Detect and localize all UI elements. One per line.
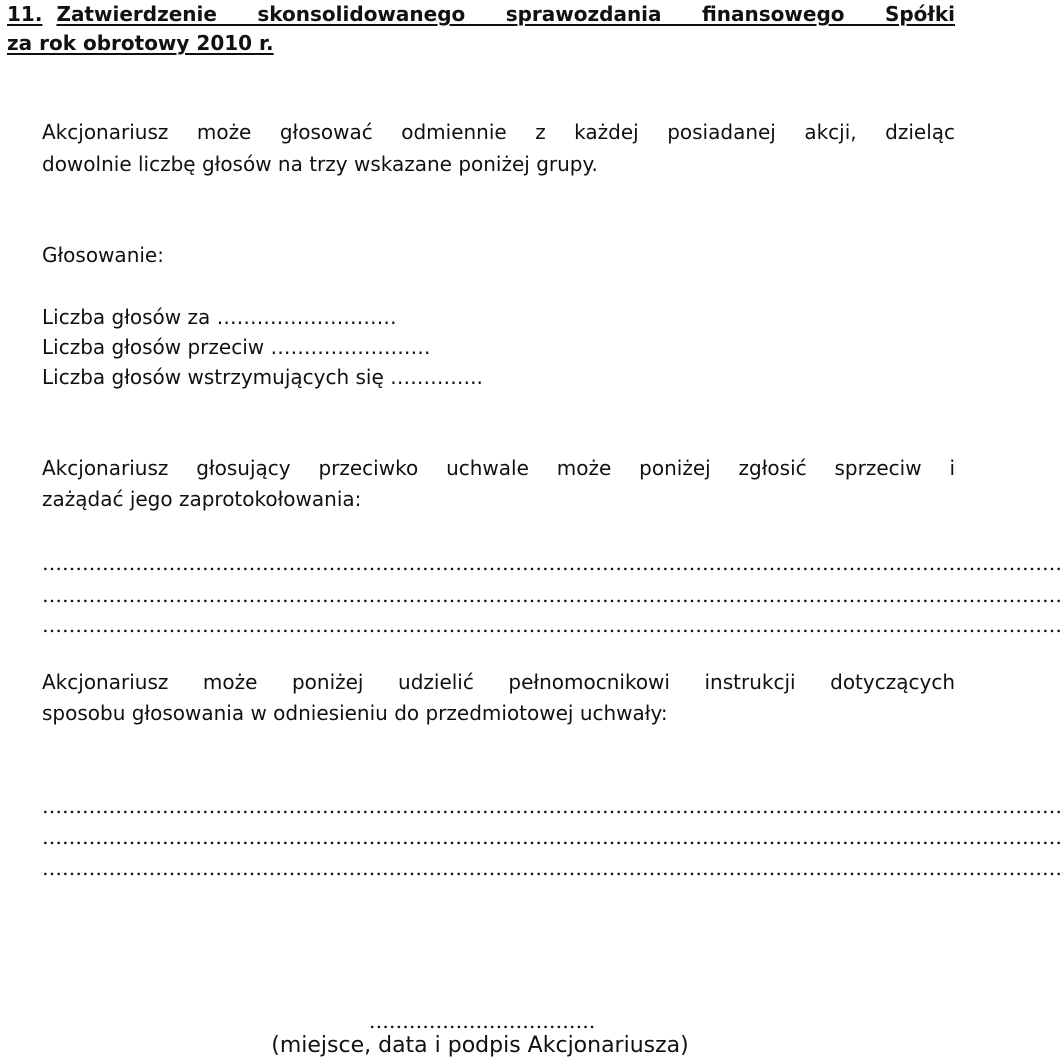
instructions-line-1: Akcjonariusz może poniżej udzielić pełnomocnikowi instrukcji dotyczących: [42, 670, 955, 694]
instructions-blank-line[interactable]: ………………………………………………………………………………………………………………………………………: [42, 856, 1062, 880]
objection-blank-line[interactable]: ………………………………………………………………………………………………………………………………………: [42, 613, 1062, 637]
votes-against-field[interactable]: Liczba głosów przeciw ……………………: [42, 335, 431, 359]
intro-line-1: Akcjonariusz może głosować odmiennie z każdej posiadanej akcji, dzieląc: [42, 120, 955, 144]
instructions-blank-line[interactable]: ………………………………………………………………………………………………………………………………………: [42, 825, 1062, 849]
intro-line-2: dowolnie liczbę głosów na trzy wskazane poniżej grupy.: [42, 152, 598, 176]
objection-blank-line[interactable]: ………………………………………………………………………………………………………………………………………: [42, 551, 1062, 575]
objection-blank-line[interactable]: ………………………………………………………………………………………………………………………………………: [42, 583, 1062, 607]
voting-label: Głosowanie:: [42, 243, 164, 267]
signature-field[interactable]: …………………………….: [368, 1009, 596, 1033]
section-number: 11.: [7, 2, 43, 26]
section-heading-line-1: [7, 0, 955, 29]
section-title-line-2: za rok obrotowy 2010 r.: [7, 31, 274, 55]
instructions-blank-line[interactable]: ………………………………………………………………………………………………………………………………………: [42, 794, 1062, 818]
instructions-line-2: sposobu głosowania w odniesieniu do przedmiotowej uchwały:: [42, 701, 668, 725]
section-title-line-1: Zatwierdzenie skonsolidowanego sprawozdania finansowego Spółki: [56, 2, 955, 26]
votes-abstain-field[interactable]: Liczba głosów wstrzymujących się …………..: [42, 365, 483, 389]
objection-line-2: zażądać jego zaprotokołowania:: [42, 487, 362, 511]
section-heading: [7, 0, 955, 58]
signature-caption: (miejsce, data i podpis Akcjonariusza): [271, 1033, 689, 1058]
objection-line-1: Akcjonariusz głosujący przeciwko uchwale może poniżej zgłosić sprzeciw i: [42, 456, 955, 480]
votes-for-field[interactable]: Liczba głosów za ………………………: [42, 305, 397, 329]
